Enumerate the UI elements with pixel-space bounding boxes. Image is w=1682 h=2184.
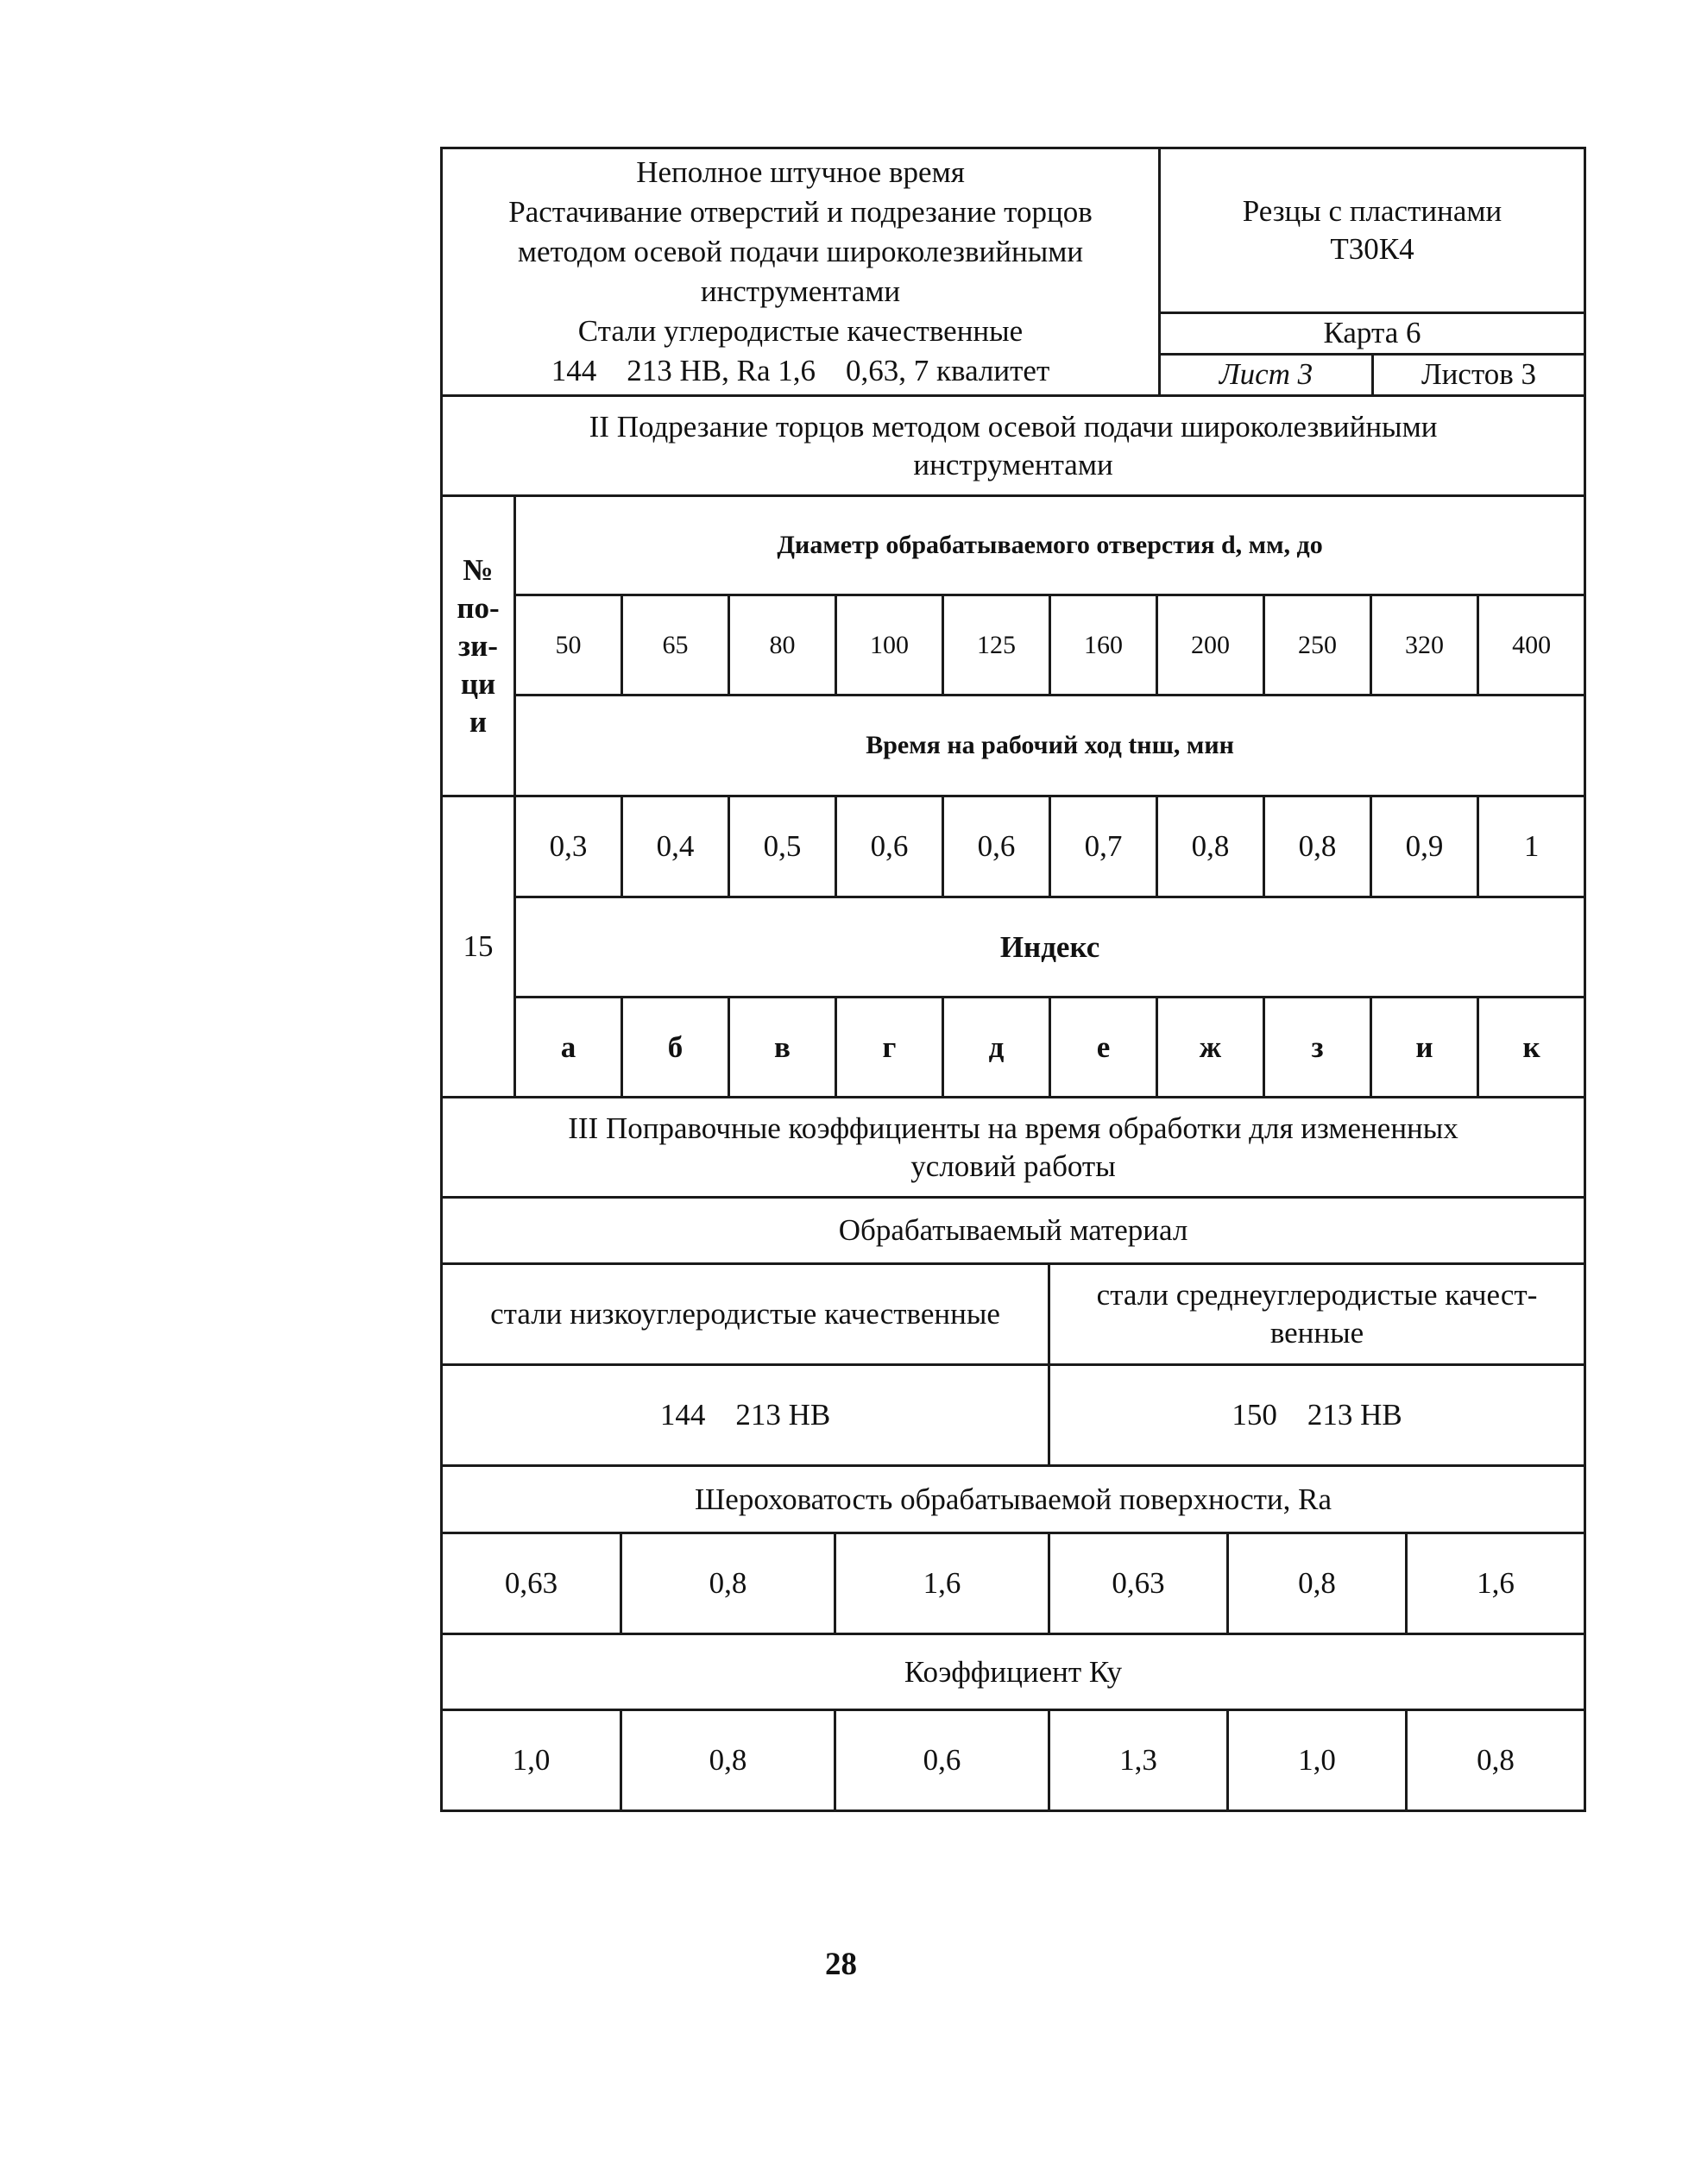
diameter-cell: 160 [1050,595,1157,695]
diameter-header: Диаметр обрабатываемого отверстия d, мм, до [515,496,1585,595]
roughness-cell: 0,8 [1228,1533,1407,1634]
time-cell: 0,8 [1264,796,1371,897]
index-header: Индекс [515,897,1585,998]
coefficient-cell: 1,0 [1228,1710,1407,1811]
roughness-cell: 1,6 [835,1533,1049,1634]
time-cell: 1 [1478,796,1585,897]
section3-table [440,1096,1586,1812]
hardness-low-carbon: 144 213 НВ [442,1365,1049,1466]
coefficient-cell: 0,8 [1407,1710,1585,1811]
index-cell: г [836,998,943,1098]
time-cell: 0,5 [729,796,836,897]
card-header-table [440,147,1586,397]
sheet-number: Лист 3 [1160,354,1373,395]
time-header: Время на рабочий ход tнш, мин [515,695,1585,796]
time-cell: 0,6 [943,796,1050,897]
time-cell: 0,8 [1157,796,1264,897]
diameter-row [442,595,1585,695]
title-line-4: инструментами [700,274,901,308]
index-cell: и [1371,998,1478,1098]
diameter-cell: 250 [1264,595,1371,695]
diameter-cell: 400 [1478,595,1585,695]
section2-table [440,394,1586,1098]
index-cell: ж [1157,998,1264,1098]
index-cell: з [1264,998,1371,1098]
coefficient-row [442,1710,1585,1811]
tool-line-1: Резцы с пластинами [1242,193,1502,228]
index-cell: б [622,998,729,1098]
hardness-medium-carbon: 150 213 НВ [1049,1365,1585,1466]
material-header: Обрабатываемый материал [442,1198,1585,1264]
diameter-cell: 65 [622,595,729,695]
title-line-3: методом осевой подачи широколезвийными [517,235,1084,268]
tool-description [1160,148,1585,313]
card-number: Карта 6 [1160,312,1585,354]
page-number: 28 [825,1947,857,1982]
card-title [442,148,1160,396]
time-cell: 0,3 [515,796,622,897]
index-cell: е [1050,998,1157,1098]
index-row [442,998,1585,1098]
material-low-carbon: стали низкоуглеродистые качественные [442,1264,1049,1365]
coefficient-header: Коэффициент Ку [442,1634,1585,1710]
sheets-total: Листов 3 [1373,354,1585,395]
position-column-header [442,496,515,796]
material-medium-carbon: стали среднеуглеродистые качест-венные [1049,1264,1585,1365]
position-number: 15 [442,796,515,1098]
diameter-cell: 200 [1157,595,1264,695]
diameter-cell: 125 [943,595,1050,695]
title-line-6: 144 213 НВ, Ra 1,6 0,63, 7 квалитет [551,354,1050,387]
index-cell: а [515,998,622,1098]
coefficient-cell: 0,6 [835,1710,1049,1811]
time-cell: 0,9 [1371,796,1478,897]
diameter-cell: 100 [836,595,943,695]
material-row [442,1264,1585,1365]
diameter-cell: 50 [515,595,622,695]
time-cell: 0,4 [622,796,729,897]
index-cell: в [729,998,836,1098]
tool-line-2: Т30К4 [1330,231,1414,266]
section3-title: III Поправочные коэффициенты на время обработки для измененных условий работы [442,1098,1585,1198]
roughness-row [442,1533,1585,1634]
coefficient-cell: 1,3 [1049,1710,1228,1811]
index-cell: к [1478,998,1585,1098]
index-cell: д [943,998,1050,1098]
diameter-cell: 80 [729,595,836,695]
normative-card [440,147,1584,1812]
time-cell: 0,6 [836,796,943,897]
title-line-1: Неполное штучное время [636,155,965,189]
title-line-2: Растачивание отверстий и подрезание торцов [508,195,1093,229]
coefficient-cell: 0,8 [621,1710,835,1811]
coefficient-cell: 1,0 [442,1710,621,1811]
roughness-header: Шероховатость обрабатываемой поверхности, Ra [442,1466,1585,1533]
roughness-cell: 0,8 [621,1533,835,1634]
section2-title: II Подрезание торцов методом осевой подачи широколезвийными инструментами [442,396,1585,496]
hardness-row [442,1365,1585,1466]
time-row [442,796,1585,897]
roughness-cell: 0,63 [442,1533,621,1634]
position-header-text: № по-зи-ци и [457,552,500,739]
title-line-5: Стали углеродистые качественные [577,314,1024,348]
roughness-cell: 1,6 [1407,1533,1585,1634]
diameter-cell: 320 [1371,595,1478,695]
roughness-cell: 0,63 [1049,1533,1228,1634]
time-cell: 0,7 [1050,796,1157,897]
